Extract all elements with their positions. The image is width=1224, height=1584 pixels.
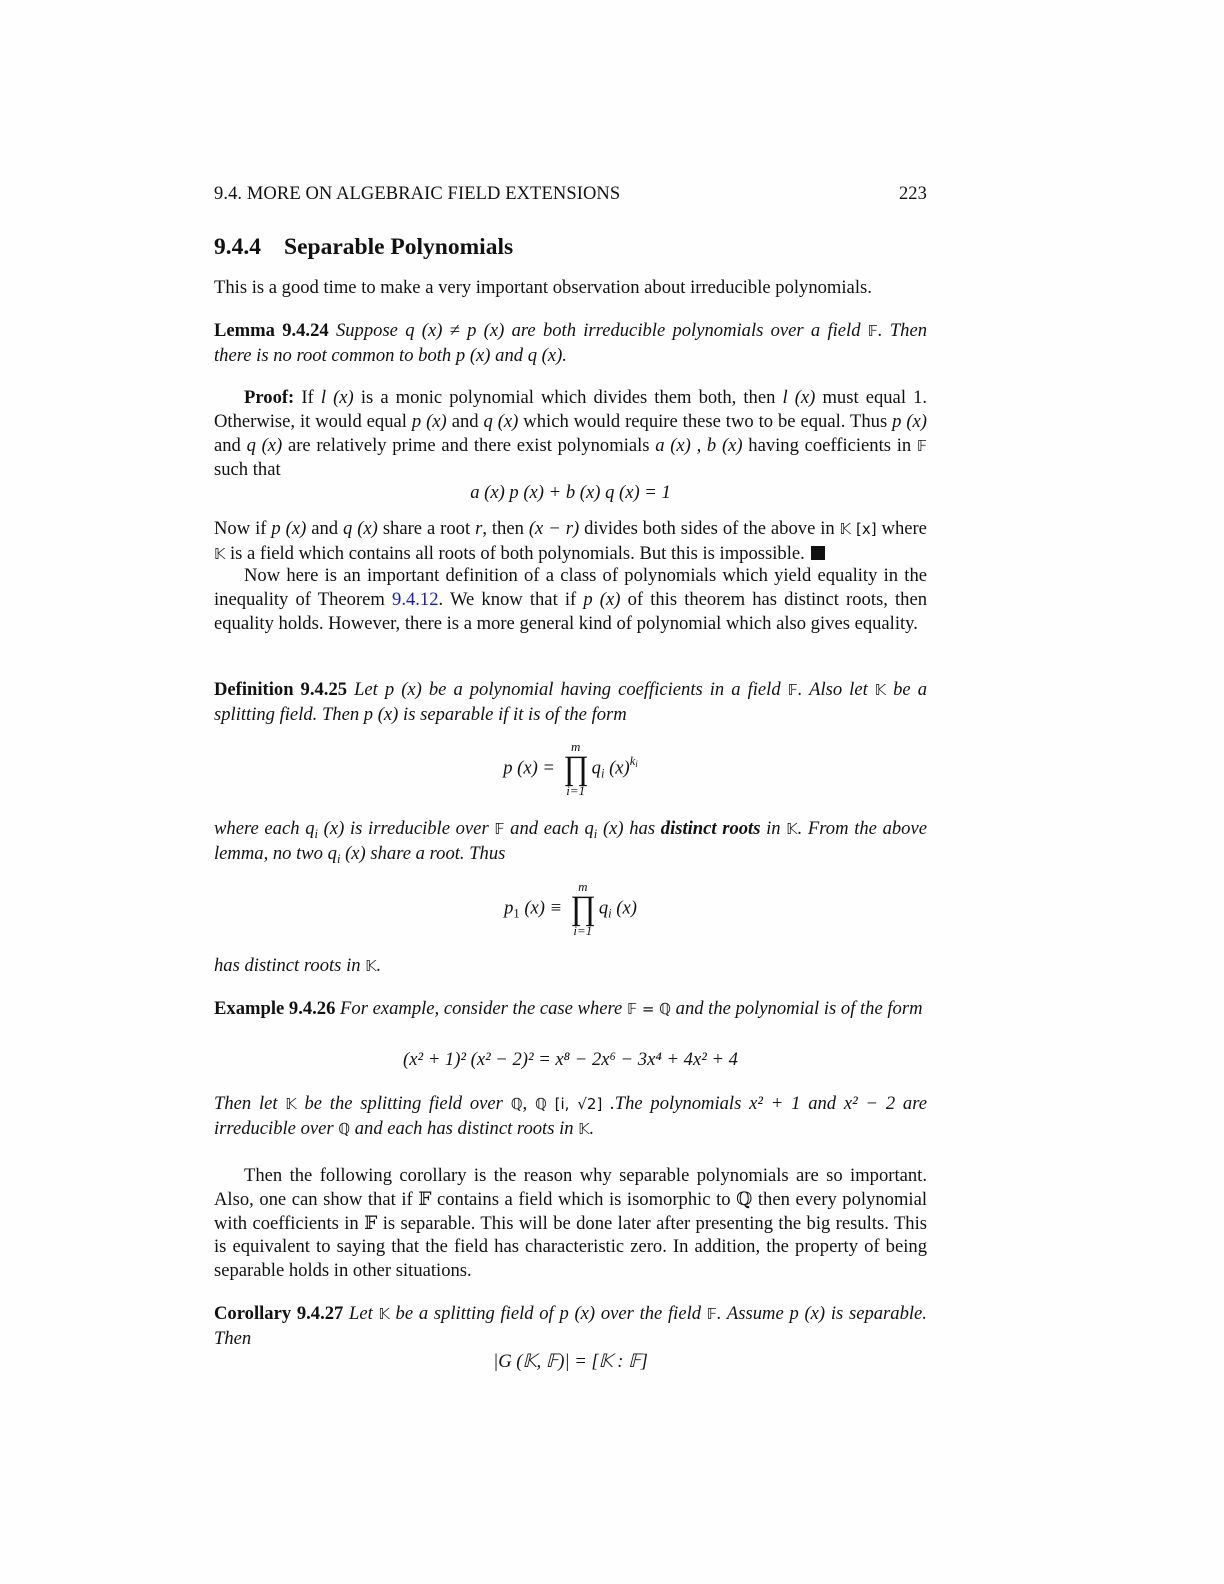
- proof-text: , then: [482, 518, 524, 539]
- math-expr: x² − 2: [843, 1093, 896, 1114]
- math-subscript: i: [336, 851, 341, 866]
- example-text: .The polynomials: [610, 1093, 742, 1114]
- math-field-symbol: 𝔽: [867, 322, 878, 340]
- math-expr: q (x): [527, 344, 563, 366]
- math-expr: q (x): [483, 410, 519, 432]
- math-field-symbol: ℚ: [338, 1119, 351, 1138]
- definition-conclusion: has distinct roots in 𝕂.: [214, 955, 382, 976]
- proof-text: and: [311, 518, 339, 539]
- product-lower-limit: i=1: [573, 923, 593, 938]
- proof-text: If: [301, 387, 314, 408]
- emphasis-distinct-roots: distinct roots: [660, 818, 761, 839]
- math-field-symbol: 𝕂: [214, 544, 226, 563]
- math-field-symbol: 𝔽: [494, 820, 505, 838]
- example-text: and: [808, 1093, 837, 1114]
- proof-text: having coefficients in: [748, 434, 912, 456]
- product-upper-limit: m: [578, 879, 588, 894]
- product-symbol-icon: ∏: [570, 890, 596, 927]
- math-field-symbol: 𝕂 [x]: [839, 520, 877, 538]
- corollary-label: Corollary 9.4.27: [214, 1303, 344, 1324]
- math-subscript: i: [593, 827, 598, 841]
- definition-text: . From the above lemma, no two: [214, 818, 927, 864]
- math-expr: q: [598, 897, 609, 919]
- paragraph-text: of this theorem has distinct roots, then equality holds. However, there is a more general kind of polynomial which also gives equality.: [214, 588, 928, 634]
- lemma-text: Suppose: [335, 320, 398, 341]
- paragraph-text: . We know that if: [438, 588, 577, 610]
- example-text: be the splitting field over: [304, 1093, 503, 1114]
- math-expr: p (x): [559, 1303, 596, 1324]
- math-expr: p (x): [789, 1303, 826, 1324]
- math-field-symbol: 𝕂: [578, 1119, 590, 1138]
- theorem-link[interactable]: 9.4.12: [392, 588, 439, 610]
- definition-text: has: [629, 818, 656, 839]
- math-field-symbol: ℚ: [510, 1095, 523, 1113]
- product-operator: [569, 880, 597, 938]
- definition-text: . Also let: [797, 679, 868, 700]
- math-field-symbol: 𝕂: [365, 957, 377, 975]
- math-field-symbol: 𝔽: [787, 681, 798, 699]
- page-number: 223: [898, 184, 927, 204]
- proof-label: Proof:: [244, 387, 295, 408]
- proof-text: is a monic polynomial which divides them both, then: [360, 387, 776, 408]
- math-expr: (x − r): [528, 518, 580, 539]
- math-field-symbol: 𝕂: [874, 681, 887, 699]
- math-expr: (x): [609, 757, 630, 779]
- lemma-label: Lemma 9.4.24: [214, 320, 329, 341]
- math-expr: p (x): [455, 344, 491, 366]
- example-polynomial-equation: (x² + 1)² (x² − 2)² = x⁸ − 2x⁶ − 3x⁴ + 4x² + 4: [403, 1049, 738, 1070]
- math-subscript: i: [314, 827, 318, 841]
- math-field-symbol: 𝕂: [786, 820, 798, 838]
- lemma-text: . Then there is no root common to both: [214, 320, 928, 366]
- corollary-text: Let: [349, 1303, 373, 1324]
- example-text: Then let: [214, 1093, 278, 1114]
- product-symbol-icon: ∏: [563, 750, 589, 787]
- math-exponent: k: [629, 754, 636, 769]
- definition-text: be a splitting field. Then: [214, 679, 927, 725]
- math-expr: r: [475, 518, 483, 539]
- corollary-text: be a splitting field of: [395, 1303, 554, 1324]
- corollary-text: . Assume: [716, 1303, 784, 1324]
- math-expr: l (x): [782, 387, 816, 408]
- example-text: and each has distinct roots in: [354, 1117, 574, 1139]
- running-title: 9.4. MORE ON ALGEBRAIC FIELD EXTENSIONS: [214, 184, 621, 204]
- definition-intro-paragraph: [214, 564, 927, 635]
- math-expr: q (x): [343, 518, 378, 539]
- math-expr: p (x): [411, 410, 447, 432]
- proof-text: are relatively prime and there exist polynomials: [287, 434, 650, 456]
- math-expr: q (x): [246, 434, 283, 456]
- math-expr: (x) ≡: [524, 897, 563, 919]
- paragraph-text: Now here is an important definition of a class of polynomials which yield equality in the inequality of Theorem: [214, 565, 927, 610]
- proof-text: and: [451, 410, 479, 432]
- definition-text: has distinct roots in: [214, 955, 361, 976]
- lemma-text: .: [562, 344, 567, 366]
- math-subscript: 1: [513, 906, 520, 921]
- product-operator: [562, 740, 590, 798]
- definition-block: [214, 678, 927, 727]
- math-expr: p (x) =: [503, 757, 555, 779]
- math-subscript: i: [608, 906, 612, 921]
- lemma-block: [214, 319, 927, 368]
- definition-text: share a root. Thus: [370, 842, 506, 864]
- corollary-block: [214, 1302, 927, 1351]
- p1-product-equation: [214, 880, 927, 938]
- math-expr: a (x) , b (x): [655, 434, 743, 456]
- math-field-symbol: 𝔽: [916, 436, 927, 455]
- definition-label: Definition 9.4.25: [214, 679, 348, 700]
- example-text: are irreducible over: [214, 1093, 928, 1139]
- proof-text: and: [214, 434, 241, 456]
- definition-text: in: [766, 818, 781, 839]
- definition-text: be a polynomial having coefficients in a field: [428, 679, 781, 700]
- proof-text: share a root: [382, 518, 471, 539]
- corollary-intro-paragraph: Then the following corollary is the reason why separable polynomials are so important. Also, one can show that if 𝔽 contains a field which is isomorphic to ℚ then every polynomial with coefficients in 𝔽 is separable. This will be done later after presenting the big results. This is equivalent to saying that the field has characteristic zero. In addition, the property of being separable holds in other situations.: [214, 1165, 927, 1282]
- math-expr: (x): [345, 842, 366, 864]
- math-subscript: i: [635, 759, 638, 770]
- proof-text: where: [881, 518, 927, 539]
- definition-continuation: where each $q_i$ (x) is irreducible over 𝔽 and each $q_i$ (x) has distinct roots in 𝕂. From the above lemma, no two $q_i$ (x) share a root. Thus: [214, 818, 927, 866]
- example-label: Example 9.4.26: [214, 998, 336, 1019]
- math-expr: (x): [616, 897, 637, 919]
- math-expr: p (x): [363, 703, 399, 725]
- math-expr: p: [504, 897, 514, 919]
- section-title: Separable Polynomials: [284, 234, 514, 260]
- example-text: and the polynomial is of the form: [675, 998, 923, 1019]
- product-upper-limit: m: [570, 739, 581, 754]
- math-expr: p (x): [271, 518, 307, 539]
- definition-text: where each: [214, 818, 300, 839]
- math-expr: p (x): [892, 410, 927, 432]
- proof-text: must equal 1. Otherwise, it would equal: [214, 387, 928, 432]
- math-expr: q: [591, 757, 601, 779]
- math-expr: p (x): [384, 679, 422, 700]
- lemma-text: and: [495, 344, 524, 366]
- example-text: For example, consider the case where: [340, 998, 623, 1019]
- proof-block: [214, 386, 927, 482]
- math-field-symbol: 𝔽: [706, 1305, 717, 1323]
- corollary-text: over the field: [600, 1303, 702, 1324]
- math-field-symbol: 𝕂: [378, 1305, 390, 1323]
- intro-paragraph: This is a good time to make a very important observation about irreducible polynomials.: [214, 277, 872, 298]
- proof-text: which would require these two to be equal. Thus: [523, 410, 888, 432]
- proof-text: such that: [214, 459, 281, 481]
- product-lower-limit: i=1: [566, 783, 586, 798]
- math-subscript: i: [600, 766, 605, 781]
- math-field-symbol: 𝕂: [285, 1095, 297, 1113]
- proof-text: is a field which contains all roots of both polynomials. But this is impossible.: [229, 542, 805, 564]
- math-expr: l (x): [320, 387, 354, 408]
- galois-group-order-equation: |G (𝕂, 𝔽)| = [𝕂 : 𝔽]: [493, 1351, 648, 1372]
- definition-text: is separable if it is of the form: [403, 703, 627, 725]
- definition-text: is irreducible over: [349, 818, 489, 839]
- qed-square-icon: [811, 546, 825, 560]
- example-block: [214, 997, 927, 1022]
- math-expr: q (x) ≠ p (x): [405, 320, 505, 341]
- definition-text: Let: [354, 679, 378, 700]
- example-continuation: Then let 𝕂 be the splitting field over ℚ, ℚ [i, √2] .The polynomials x² + 1 and x² − 2 are irreducible over ℚ and each has distinct roots in 𝕂.: [214, 1093, 928, 1139]
- math-field-extension: ℚ [i, √2]: [534, 1095, 603, 1113]
- proof-text: Now if: [214, 518, 267, 539]
- section-heading: [214, 234, 927, 261]
- definition-text: and each: [510, 818, 579, 839]
- section-number: 9.4.4: [214, 234, 261, 260]
- math-expr: (x): [602, 818, 624, 839]
- corollary-text: is separable. Then: [214, 1303, 927, 1349]
- bezout-equation: a (x) p (x) + b (x) q (x) = 1: [470, 482, 671, 503]
- lemma-text: are both irreducible polynomials over a field: [511, 320, 861, 341]
- math-expr: (x): [323, 818, 345, 839]
- running-header: [214, 184, 927, 205]
- math-expr: x² + 1: [749, 1093, 801, 1114]
- separable-form-equation: [214, 740, 927, 798]
- proof-text: divides both sides of the above in: [584, 518, 835, 539]
- proof-conclusion: [214, 517, 927, 567]
- math-expr: p (x): [583, 588, 621, 610]
- math-field-symbol: 𝔽 = ℚ: [626, 1000, 671, 1018]
